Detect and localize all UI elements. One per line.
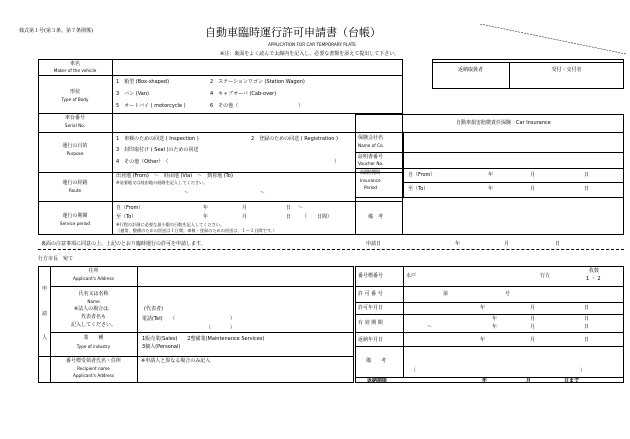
insurance-to: 至（To）	[408, 186, 429, 192]
purpose-label-en: Purpose	[66, 151, 84, 156]
insurance-company-field[interactable]	[405, 134, 622, 150]
insurance-company-label: 保険会社名	[358, 135, 384, 141]
period-label-en: Service period	[59, 221, 91, 226]
period-to: 至（To）	[116, 214, 137, 220]
route-line: 出発地 (From) ～ 経由地 (Via) ～ 到着地 (To)	[116, 173, 233, 179]
remarks-paren-close: ）	[580, 368, 586, 374]
industry-option-3[interactable]: 3個人(Personal)	[142, 344, 181, 350]
voucher-field[interactable]	[405, 154, 622, 166]
insurance-period-label: 保険期間	[360, 170, 381, 176]
deadline-day: 日まで	[564, 378, 580, 384]
tel-close-2: ）	[230, 325, 236, 331]
permit-remarks-label: 備 考	[366, 358, 387, 364]
tel-label: 電話(Tel) （	[142, 316, 176, 322]
corner-diagonal-mark	[480, 24, 626, 56]
applicant-side-1: 申	[42, 286, 48, 292]
acceptor-label: 受付・交付者	[551, 67, 582, 73]
plate-label: 番号標番号	[358, 273, 384, 279]
insurance-to-month: 月	[530, 186, 536, 192]
serial-label-en: Serial No.	[64, 123, 86, 128]
recipient-label-en-1: Recipient name	[77, 366, 110, 371]
valid-from-year: 年	[492, 316, 498, 322]
declaration-text: 裏面の注意事項に同意の上、上記のとおり臨時運行の許可を申請します。	[41, 241, 206, 247]
valid-to-month: 月	[530, 324, 536, 330]
deadline-month: 月	[526, 378, 532, 384]
tel-open-2: （	[206, 325, 212, 331]
instruction-note: ※注：裏面をよく読んで太線内を記入し、必要な書類を添えて提出して下さい。	[220, 51, 400, 57]
return-handler-label: 返納取扱者	[457, 67, 483, 73]
permit-date-day: 日	[584, 305, 590, 311]
voucher-label-en: Voucher No.	[358, 161, 384, 166]
deadline-label: 返納期限	[367, 378, 388, 384]
applicant-name-note-3: 記入してください。	[70, 322, 116, 328]
permit-date-month: 月	[530, 305, 536, 311]
permit-date-label: 許可年月日	[358, 305, 384, 311]
return-date-label: 返納年月日	[358, 337, 384, 343]
valid-to-year: 年	[492, 324, 498, 330]
applicant-side-2: 請	[42, 311, 48, 317]
recipient-label-en-2: Applicant's Address	[72, 373, 114, 378]
period-from: 自（From）	[116, 205, 144, 211]
body-type-option-1[interactable]: 1 箱型 (Box-shaped)	[116, 79, 170, 85]
apply-date-month: 月	[504, 241, 510, 247]
office-box	[432, 59, 624, 89]
applicant-address-label: 住所	[88, 268, 99, 274]
applicant-name-label-en: Name	[87, 299, 100, 304]
permit-number-prefix: 第	[443, 291, 449, 297]
recipient-note: ※申請人と異なる場合のみ記入	[141, 358, 211, 364]
route-note: ※発着地又は経由地の経路を記入してください。	[116, 180, 208, 185]
insurance-to-day: 日	[584, 186, 590, 192]
serial-label: 車台番号	[64, 115, 85, 121]
purpose-option-3[interactable]: 3 封印取付け ( Seal )のための回送	[116, 147, 199, 153]
return-date-year: 年	[480, 337, 486, 343]
period-from-month: 月	[242, 205, 248, 211]
applicant-side-3: 人	[42, 335, 48, 341]
route-tilde-1: ～	[184, 190, 190, 196]
insurance-from-month: 月	[530, 172, 536, 178]
body-type-option-2[interactable]: 2 ステーションワゴン (Station Wagon)	[210, 79, 305, 85]
maker-label-en: Maker of the vehicle	[53, 68, 97, 73]
representative-label: (代表者)	[144, 306, 163, 312]
body-type-label-en: Type of Body	[61, 97, 89, 102]
insurance-from-year: 年	[488, 172, 494, 178]
purpose-option-1[interactable]: 1 車検のための回送 ( Inspection )	[116, 136, 199, 142]
period-label: 運行の期間	[62, 213, 88, 219]
valid-from-month: 月	[530, 316, 536, 322]
purpose-close-paren: ）	[334, 159, 340, 165]
period-from-year: 年	[203, 205, 209, 211]
maker-field[interactable]	[114, 61, 400, 74]
route-label: 運行の経路	[62, 180, 88, 186]
permit-number-suffix: 号	[505, 291, 511, 297]
purpose-label: 運行の目的	[62, 143, 88, 149]
period-from-tilde: ～	[298, 205, 304, 211]
insurance-from: 自（From）	[408, 172, 436, 178]
insurance-period-label-en1: Insurance	[360, 178, 381, 183]
valid-period-label: 有 効 期 間	[358, 320, 383, 326]
insurance-to-year: 年	[488, 186, 494, 192]
applicant-name-note-1: ※法人の場合は、	[73, 306, 114, 312]
tel-close-1: ）	[230, 316, 236, 322]
recipient-label: 番号標受領者氏名・住所	[65, 358, 121, 364]
body-type-option-6[interactable]: 6 その他（ ）	[210, 103, 304, 109]
insurance-header: 自動車損害賠償責任保険 Car Insurance	[456, 120, 551, 126]
apply-date-label: 申請日	[366, 241, 382, 247]
plate-city: 行方	[540, 273, 551, 279]
form-number: 様式第１号(第３条、第７条関係)	[19, 28, 93, 34]
applicant-address-label-en: Applicant's Address	[72, 276, 114, 281]
route-label-en: Route	[68, 188, 82, 193]
period-to-day: 日	[286, 214, 292, 220]
plate-value: 水戸	[406, 273, 417, 279]
deadline-year: 年	[482, 378, 488, 384]
purpose-option-2[interactable]: 2 登録のための回送 ( Registration )	[251, 136, 339, 142]
applicant-name-label: 氏名又は名称	[78, 291, 109, 297]
period-remarks-label: 備 考	[368, 214, 384, 220]
permit-number-label: 許 可 番 号	[358, 291, 383, 297]
period-to-month: 月	[242, 214, 248, 220]
body-type-option-4[interactable]: 4 キャブオーバ (Cab-over)	[210, 91, 277, 97]
period-days: （ 日間）	[302, 214, 333, 220]
return-date-day: 日	[584, 337, 590, 343]
applicant-name-note-2: 代表者名も	[80, 314, 106, 320]
sheets-value: 1 ・ 2	[586, 276, 601, 282]
apply-date-year: 年	[455, 241, 461, 247]
industry-label: 業 種	[83, 335, 104, 341]
period-note-2: （通常、整備のための回送は１日間、車検・登録のための回送は、１～２日間です。）	[116, 228, 277, 233]
valid-from-day: 日	[584, 316, 590, 322]
apply-date-day: 日	[555, 241, 561, 247]
industry-label-en: Type of industry	[76, 344, 111, 349]
remarks-paren-open: （	[411, 368, 417, 374]
valid-tilde: ～	[427, 324, 433, 330]
insurance-from-day: 日	[584, 172, 590, 178]
form-subtitle: APPLICATION FOR CAR TEMPORARY PLATE	[268, 42, 356, 47]
body-type-option-5[interactable]: 5 オートバイ ( motorcycle )	[116, 103, 186, 109]
body-type-option-3[interactable]: 3 バン (Van)	[116, 91, 149, 97]
route-tilde-2: ～	[260, 190, 266, 196]
return-date-month: 月	[530, 337, 536, 343]
period-from-day: 日	[286, 205, 292, 211]
voucher-label: 証明書番号	[358, 154, 384, 160]
maker-label: 車名	[69, 61, 80, 67]
addressee: 行方市長 宛て	[38, 256, 74, 262]
valid-to-day: 日	[584, 324, 590, 330]
permit-date-year: 年	[480, 305, 486, 311]
industry-option-1-2[interactable]: 1販売業(Sales) 2整備業(Maintenance Services)	[142, 336, 265, 342]
form-title: 自動車臨時運行許可申請書（台帳）	[205, 26, 381, 39]
purpose-option-4[interactable]: 4 その他（Other） （	[116, 159, 169, 165]
body-type-label: 形状	[69, 89, 80, 95]
insurance-period-label-en2: Period	[364, 185, 378, 190]
sheets-label: 枚数	[589, 268, 600, 274]
insurance-company-label-en: Name of Co.	[358, 143, 384, 148]
applicant-address-field[interactable]	[139, 268, 352, 284]
period-to-year: 年	[203, 214, 209, 220]
period-note-1: ※行程の計画に必要な最小限の日数を記入してください。	[116, 222, 225, 227]
